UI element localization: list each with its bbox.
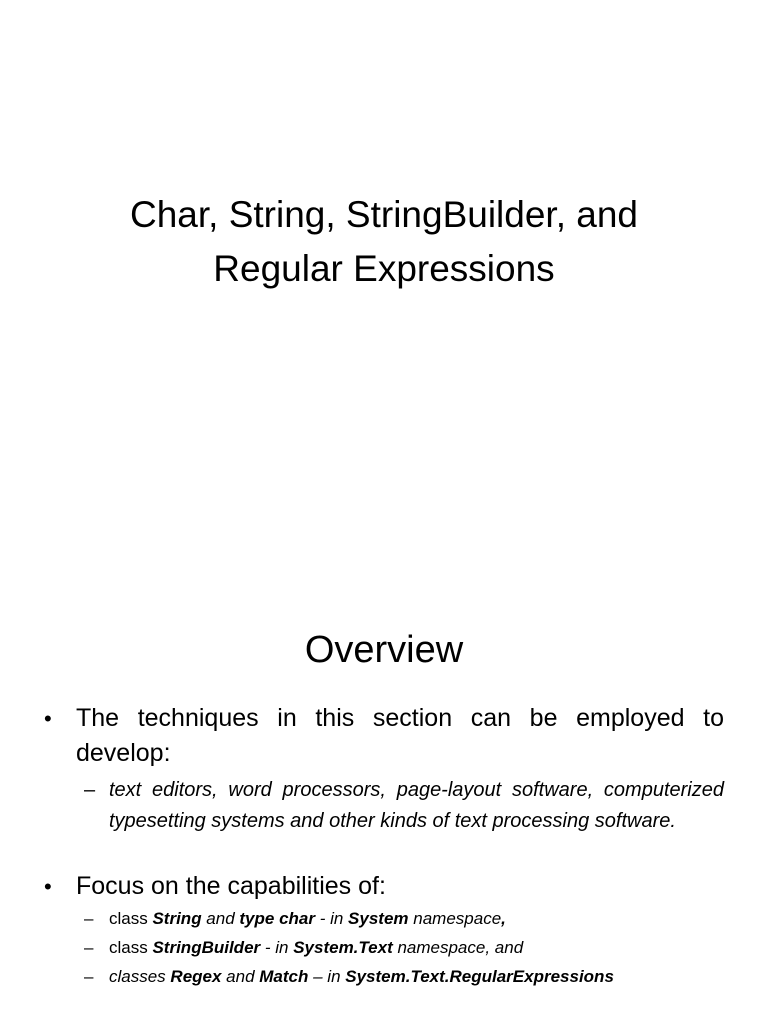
text-emphasis: type char bbox=[239, 909, 315, 928]
slide-title bbox=[60, 188, 708, 296]
slide-title-line-1: Char, String, StringBuilder, and bbox=[129, 194, 638, 235]
dash-marker: – bbox=[84, 909, 94, 928]
text-italic: - in bbox=[260, 938, 294, 957]
bullet-text: The techniques in this section can be employed to develop: bbox=[76, 704, 724, 767]
text-italic: classes bbox=[109, 967, 171, 986]
bullet-text: Focus on the capabilities of: bbox=[76, 872, 386, 900]
sub-bullet-text: text editors, word processors, page-layout software, computerized typesetting systems and other kinds of text processing software. bbox=[109, 779, 724, 832]
dash-marker: – bbox=[84, 967, 94, 986]
bullet-marker: • bbox=[44, 706, 52, 731]
text-plain: class bbox=[109, 938, 153, 957]
text-emphasis: Match bbox=[259, 967, 309, 986]
sub-bullet-string-class bbox=[44, 904, 724, 933]
text-italic: - in bbox=[314, 909, 349, 928]
text-emphasis: System bbox=[348, 909, 409, 928]
dash-marker: – bbox=[84, 779, 96, 801]
text-emphasis: Regex bbox=[170, 967, 222, 986]
bullet-techniques bbox=[44, 701, 724, 771]
dash-marker: – bbox=[84, 938, 94, 957]
slide-title-line-2: Regular Expressions bbox=[213, 248, 555, 289]
overview-title: Overview bbox=[304, 629, 464, 671]
text-italic: and bbox=[201, 909, 240, 928]
text-italic: namespace, and bbox=[392, 938, 524, 957]
text-emphasis: System.Text.RegularExpressions bbox=[345, 967, 614, 986]
text-plain: class bbox=[109, 909, 153, 928]
text-italic: and bbox=[221, 967, 260, 986]
text-italic: – in bbox=[308, 967, 346, 986]
overview-body bbox=[44, 701, 724, 991]
text-emphasis: System.Text bbox=[293, 938, 393, 957]
bullet-marker: • bbox=[44, 874, 52, 899]
overview-slide bbox=[0, 576, 768, 1024]
sub-bullet-stringbuilder-class bbox=[44, 933, 724, 962]
sub-bullet-regex-classes bbox=[44, 962, 724, 991]
text-italic: namespace bbox=[408, 909, 502, 928]
text-emphasis: , bbox=[501, 909, 506, 928]
bullet-focus bbox=[44, 869, 724, 904]
sub-bullet-applications bbox=[44, 775, 724, 837]
text-emphasis: String bbox=[152, 909, 202, 928]
text-emphasis: StringBuilder bbox=[152, 938, 261, 957]
